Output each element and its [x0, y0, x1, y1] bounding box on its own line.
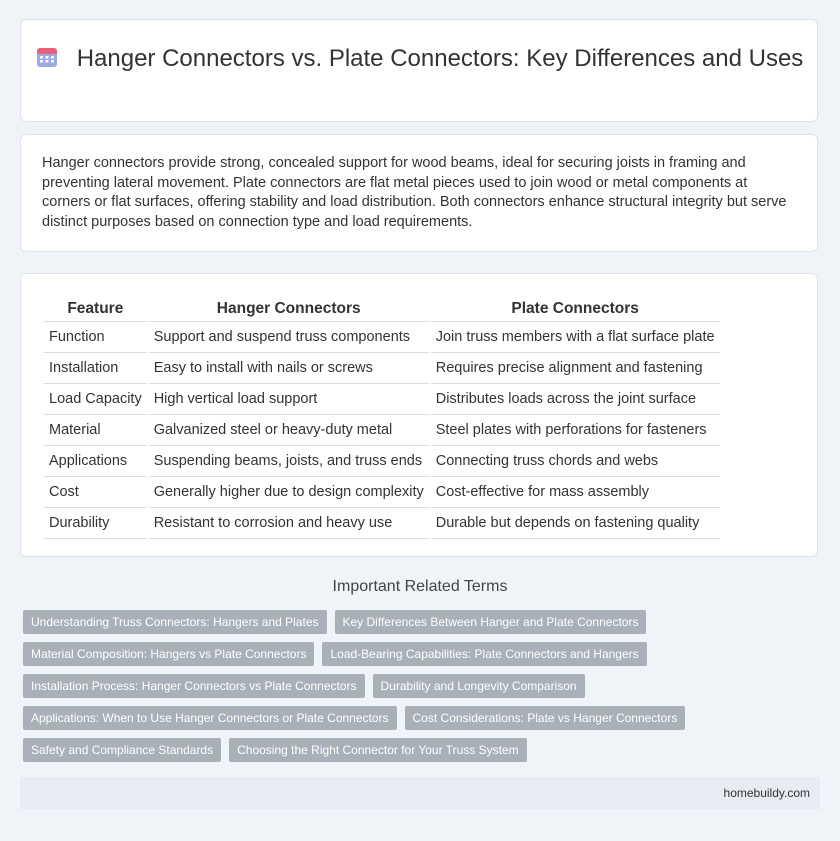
hanger-cell: Suspending beams, joists, and truss ends — [149, 446, 429, 477]
header-plate: Plate Connectors — [431, 294, 720, 322]
intro-paragraph: Hanger connectors provide strong, concealed support for wood beams, ideal for securing joists in framing and preventing lateral movement. Plate connectors are flat metal pieces used to join wood or metal components at corners or flat surfaces, offering stability and load distribution. Both connectors enhance structural integrity but serve distinct purposes based on connection type and load requirements. — [42, 155, 787, 230]
plate-cell: Connecting truss chords and webs — [431, 446, 720, 477]
plate-cell: Requires precise alignment and fastening — [431, 353, 720, 384]
header-hanger: Hanger Connectors — [149, 294, 429, 322]
feature-cell: Load Capacity — [44, 384, 147, 415]
related-term-tag[interactable]: Understanding Truss Connectors: Hangers and Plates — [23, 610, 327, 634]
related-term-tag[interactable]: Installation Process: Hanger Connectors vs Plate Connectors — [23, 674, 365, 698]
header-feature: Feature — [44, 294, 147, 322]
plate-cell: Steel plates with perforations for fasteners — [431, 415, 720, 446]
related-term-tag[interactable]: Cost Considerations: Plate vs Hanger Connectors — [405, 706, 686, 730]
related-term-tag[interactable]: Durability and Longevity Comparison — [373, 674, 585, 698]
table-row — [44, 353, 720, 384]
related-term-tag[interactable]: Load-Bearing Capabilities: Plate Connectors and Hangers — [322, 642, 646, 666]
feature-cell: Durability — [44, 508, 147, 539]
page-title: Hanger Connectors vs. Plate Connectors: Key Differences and Uses — [76, 45, 804, 72]
footer — [20, 777, 820, 809]
hanger-cell: Generally higher due to design complexity — [149, 477, 429, 508]
related-term-tag[interactable]: Key Differences Between Hanger and Plate Connectors — [335, 610, 647, 634]
related-term-tag[interactable]: Choosing the Right Connector for Your Truss System — [229, 738, 526, 762]
related-terms-list — [23, 610, 803, 762]
table-row — [44, 508, 720, 539]
hanger-cell: Support and suspend truss components — [149, 322, 429, 353]
feature-cell: Installation — [44, 353, 147, 384]
intro-card — [20, 134, 818, 252]
hanger-cell: Resistant to corrosion and heavy use — [149, 508, 429, 539]
hanger-cell: Easy to install with nails or screws — [149, 353, 429, 384]
related-term-tag[interactable]: Applications: When to Use Hanger Connectors or Plate Connectors — [23, 706, 397, 730]
table-row — [44, 384, 720, 415]
comparison-table — [42, 294, 722, 539]
related-term-tag[interactable]: Material Composition: Hangers vs Plate Connectors — [23, 642, 314, 666]
plate-cell: Join truss members with a flat surface plate — [431, 322, 720, 353]
comparison-card — [20, 273, 818, 557]
plate-cell: Distributes loads across the joint surface — [431, 384, 720, 415]
plate-cell: Cost-effective for mass assembly — [431, 477, 720, 508]
calendar-icon — [35, 45, 59, 69]
feature-cell: Function — [44, 322, 147, 353]
feature-cell: Material — [44, 415, 147, 446]
feature-cell: Applications — [44, 446, 147, 477]
table-header-row — [44, 294, 720, 322]
table-row — [44, 446, 720, 477]
table-row — [44, 322, 720, 353]
plate-cell: Durable but depends on fastening quality — [431, 508, 720, 539]
table-row — [44, 415, 720, 446]
hanger-cell: Galvanized steel or heavy-duty metal — [149, 415, 429, 446]
related-terms-title: Important Related Terms — [332, 578, 508, 595]
footer-site-link[interactable]: homebuildy.com — [723, 786, 810, 800]
hanger-cell: High vertical load support — [149, 384, 429, 415]
table-row — [44, 477, 720, 508]
header-card — [20, 19, 818, 122]
page-title-wrap — [21, 44, 817, 73]
feature-cell: Cost — [44, 477, 147, 508]
related-term-tag[interactable]: Safety and Compliance Standards — [23, 738, 221, 762]
